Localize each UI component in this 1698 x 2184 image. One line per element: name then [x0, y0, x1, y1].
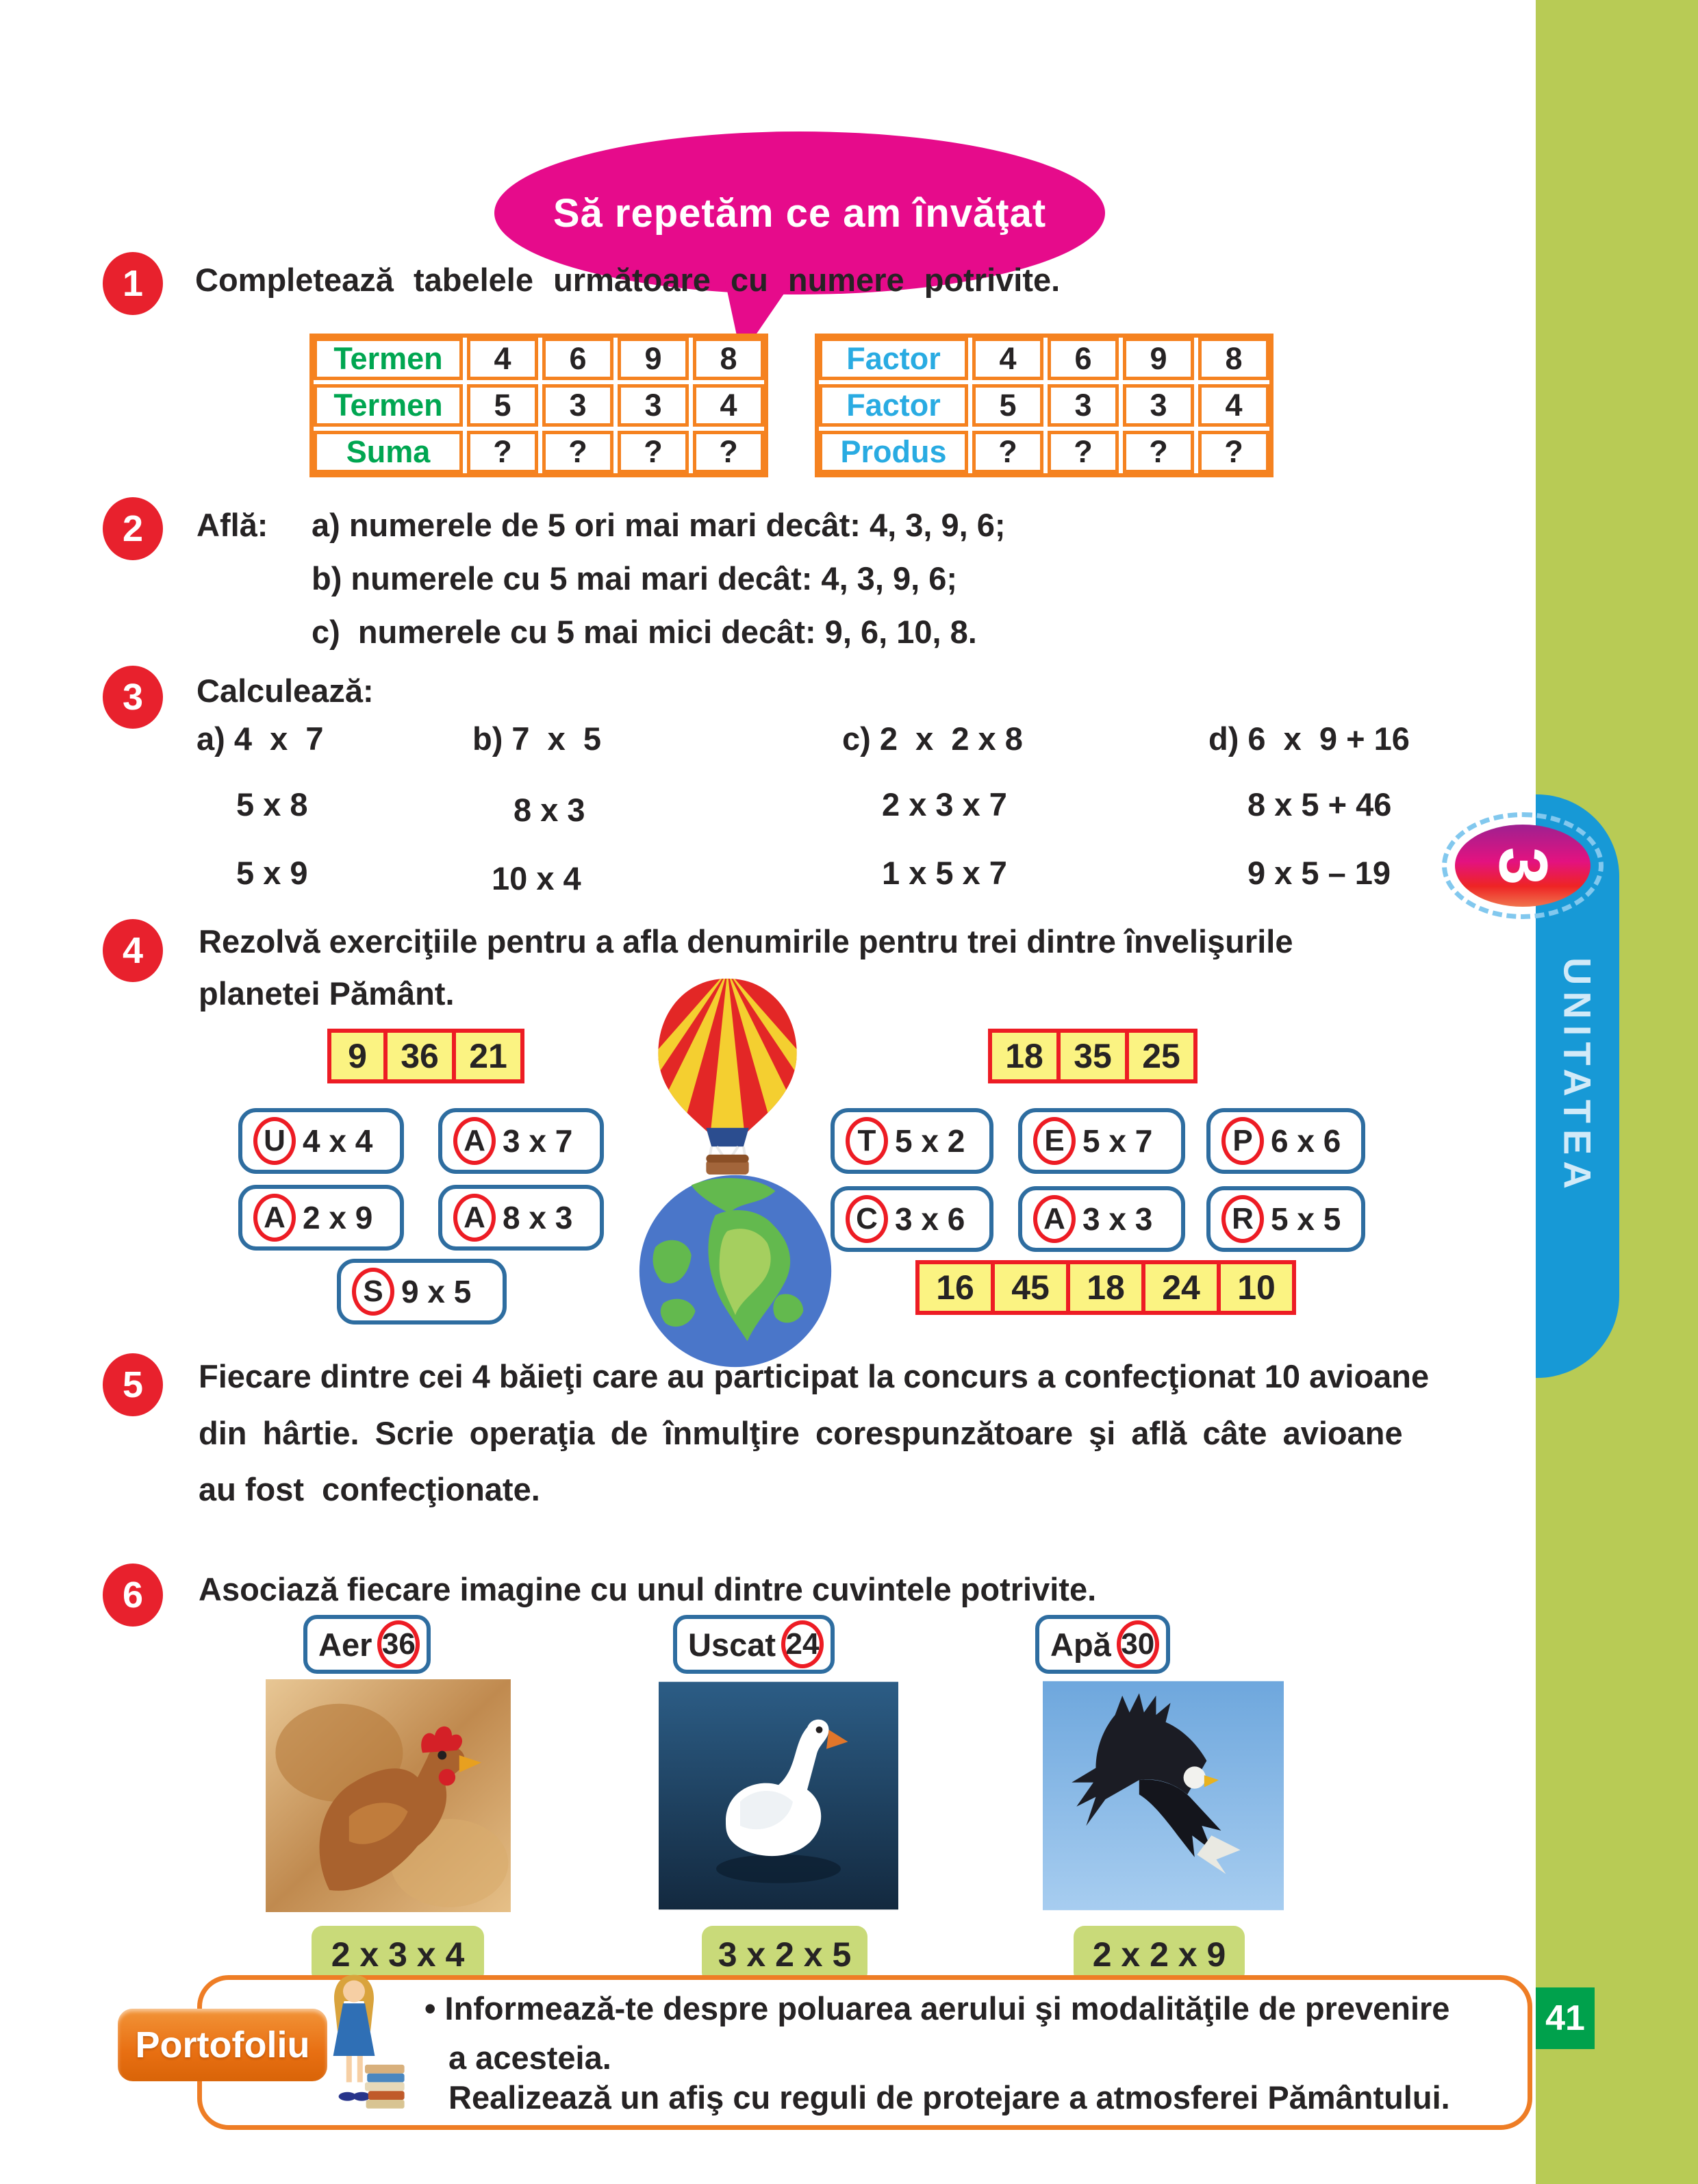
exercise-4-badge: 4 — [103, 919, 163, 982]
exercise-3-item: 10 x 4 — [492, 860, 581, 896]
letter-card — [238, 1185, 404, 1251]
answer-cell: 36 — [383, 1029, 456, 1083]
unit-tab-label: UNITATEA — [1556, 957, 1599, 1195]
letter-circle: U — [253, 1117, 296, 1165]
exercise-2-badge: 2 — [103, 497, 163, 560]
word-box-uscat — [673, 1615, 835, 1674]
letter-circle: T — [846, 1117, 888, 1165]
exercise-6-badge: 6 — [103, 1564, 163, 1627]
earth-globe-image — [635, 1171, 835, 1371]
card-expression: 8 x 3 — [503, 1200, 573, 1235]
sum-table-cell: 4 — [693, 384, 764, 427]
letter-card — [238, 1108, 404, 1174]
exercise-3-item: 5 x 8 — [236, 786, 308, 823]
product-table-answer-cell: ? — [972, 431, 1043, 473]
answer-cell: 9 — [327, 1029, 388, 1083]
exercise-6-text: Asociază fiecare imagine cu unul dintre cuvintele potrivite. — [199, 1571, 1097, 1607]
title-banner-text: Să repetăm ce am învăţat — [553, 190, 1047, 236]
sum-table-cell: 6 — [542, 338, 613, 380]
answer-cell: 16 — [915, 1260, 995, 1315]
exercise-5-line3: au fost confecţionate. — [199, 1471, 540, 1507]
unit-number-badge — [1442, 812, 1604, 919]
card-expression: 3 x 7 — [503, 1123, 573, 1159]
letter-card — [337, 1259, 507, 1325]
product-table — [815, 334, 1274, 477]
exercise-2-item-a: a) numerele de 5 ori mai mari decât: 4, 3, 9, 6; — [312, 507, 1006, 543]
exercise-3-item: 2 x 3 x 7 — [882, 786, 1007, 823]
answer-strip-bottom — [915, 1260, 1296, 1315]
product-table-row2-label: Factor — [819, 384, 968, 427]
exercise-3-item: 5 x 9 — [236, 855, 308, 891]
product-table-cell: 8 — [1198, 338, 1269, 380]
exercise-3-item: 8 x 3 — [514, 792, 585, 828]
letter-circle: A — [253, 1194, 296, 1242]
exercise-5-line1: Fiecare dintre cei 4 băieţi care au participat la concurs a confecţionat 10 avioane — [199, 1358, 1430, 1394]
letter-circle: E — [1033, 1117, 1076, 1165]
sum-table-row1-label: Termen — [314, 338, 463, 380]
product-table-answer-cell: ? — [1048, 431, 1119, 473]
card-expression: 5 x 5 — [1271, 1201, 1341, 1237]
portfolio-tab — [118, 2009, 327, 2081]
exercise-3-item: c) 2 x 2 x 8 — [842, 720, 1023, 757]
word-label: Apă — [1050, 1626, 1111, 1663]
letter-circle: A — [453, 1194, 496, 1242]
hot-air-balloon-image — [647, 976, 808, 1176]
letter-circle: S — [352, 1268, 394, 1316]
letter-circle: C — [846, 1195, 888, 1243]
product-table-cell: 6 — [1048, 338, 1119, 380]
word-label: Aer — [318, 1626, 372, 1663]
product-table-cell: 4 — [1198, 384, 1269, 427]
card-expression: 6 x 6 — [1271, 1123, 1341, 1159]
sum-table-cell: 8 — [693, 338, 764, 380]
letter-card — [1018, 1186, 1185, 1252]
word-box-apa — [1035, 1615, 1170, 1674]
sum-table-cell: 3 — [618, 384, 689, 427]
product-table-cell: 5 — [972, 384, 1043, 427]
exercise-4-text-line2: planetei Pământ. — [199, 975, 455, 1012]
exercise-1-text: Completează tabelele următoare cu numere potrivite. — [195, 262, 1061, 298]
letter-card — [438, 1108, 604, 1174]
card-expression: 3 x 6 — [895, 1201, 965, 1237]
swan-photo — [659, 1679, 898, 1912]
sum-table-answer-cell: ? — [618, 431, 689, 473]
answer-cell: 45 — [991, 1260, 1070, 1315]
sum-table — [309, 334, 768, 477]
sum-table-row2-label: Termen — [314, 384, 463, 427]
product-table-row1-label: Factor — [819, 338, 968, 380]
word-number-circle: 24 — [781, 1620, 824, 1668]
eagle-photo — [1043, 1679, 1284, 1912]
exercise-3-badge: 3 — [103, 666, 163, 729]
expression-label: 3 x 2 x 5 — [702, 1926, 867, 1983]
word-box-aer — [303, 1615, 431, 1674]
exercise-5-line2: din hârtie. Scrie operaţia de înmulţire corespunzătoare şi află câte avioane — [199, 1415, 1403, 1451]
letter-card — [1018, 1108, 1185, 1174]
answer-cell: 35 — [1056, 1029, 1129, 1083]
card-expression: 4 x 4 — [303, 1123, 373, 1159]
letter-circle: A — [453, 1117, 496, 1165]
exercise-3-item: 9 x 5 – 19 — [1247, 855, 1391, 891]
product-table-row3-label: Produs — [819, 431, 968, 473]
letter-card — [831, 1186, 993, 1252]
student-girl-illustration — [299, 1967, 409, 2123]
sum-table-row3-label: Suma — [314, 431, 463, 473]
letter-circle: A — [1033, 1195, 1076, 1243]
word-label: Uscat — [688, 1626, 776, 1663]
sum-table-cell: 9 — [618, 338, 689, 380]
letter-card — [1206, 1108, 1365, 1174]
exercise-1-badge: 1 — [103, 252, 163, 315]
unit-number: 3 — [1484, 846, 1562, 885]
sum-table-answer-cell: ? — [693, 431, 764, 473]
product-table-answer-cell: ? — [1123, 431, 1194, 473]
card-expression: 5 x 7 — [1082, 1123, 1153, 1159]
card-expression: 2 x 9 — [303, 1200, 373, 1235]
exercise-3-item: 1 x 5 x 7 — [882, 855, 1007, 891]
expression-label: 2 x 2 x 9 — [1074, 1926, 1245, 1983]
answer-cell: 21 — [452, 1029, 524, 1083]
card-expression: 3 x 3 — [1082, 1201, 1153, 1237]
exercise-2-label: Află: — [197, 507, 268, 543]
answer-cell: 18 — [1066, 1260, 1145, 1315]
portfolio-line2: a acesteia. — [448, 2039, 611, 2076]
sum-table-cell: 4 — [467, 338, 538, 380]
page-number: 41 — [1536, 1987, 1595, 2049]
exercise-2-item-c: c) numerele cu 5 mai mici decât: 9, 6, 10, 8. — [312, 614, 977, 650]
sum-table-cell: 3 — [542, 384, 613, 427]
exercise-3-label: Calculează: — [197, 673, 374, 709]
answer-strip-left — [327, 1029, 524, 1083]
answer-cell: 18 — [988, 1029, 1061, 1083]
exercise-4-text-line1: Rezolvă exerciţiile pentru a afla denumirile pentru trei dintre învelişurile — [199, 923, 1293, 959]
letter-card — [831, 1108, 993, 1174]
answer-cell: 24 — [1141, 1260, 1221, 1315]
answer-cell: 10 — [1217, 1260, 1296, 1315]
product-table-answer-cell: ? — [1198, 431, 1269, 473]
exercise-3-item: a) 4 x 7 — [197, 720, 324, 757]
product-table-cell: 3 — [1048, 384, 1119, 427]
answer-cell: 25 — [1125, 1029, 1198, 1083]
unit-number-ellipse — [1455, 825, 1591, 907]
answer-strip-right — [988, 1029, 1198, 1083]
expression-label: 2 x 3 x 4 — [312, 1926, 484, 1983]
hen-photo — [266, 1679, 511, 1912]
letter-card — [1206, 1186, 1365, 1252]
card-expression: 9 x 5 — [401, 1274, 472, 1309]
product-table-cell: 4 — [972, 338, 1043, 380]
portfolio-tab-label: Portofoliu — [135, 2024, 310, 2066]
sum-table-answer-cell: ? — [542, 431, 613, 473]
letter-card — [438, 1185, 604, 1251]
portfolio-line1: • Informează-te despre poluarea aerului şi modalităţile de prevenire — [424, 1990, 1450, 2026]
word-number-circle: 30 — [1117, 1620, 1159, 1668]
portfolio-line3: Realizează un afiş cu reguli de protejare a atmosferei Pământului. — [448, 2079, 1450, 2116]
word-number-circle: 36 — [377, 1620, 420, 1668]
letter-circle: R — [1221, 1195, 1264, 1243]
sum-table-answer-cell: ? — [467, 431, 538, 473]
product-table-cell: 3 — [1123, 384, 1194, 427]
letter-circle: P — [1221, 1117, 1264, 1165]
exercise-3-item: d) 6 x 9 + 16 — [1208, 720, 1410, 757]
sum-table-cell: 5 — [467, 384, 538, 427]
exercise-3-item: 8 x 5 + 46 — [1247, 786, 1392, 823]
exercise-2-item-b: b) numerele cu 5 mai mari decât: 4, 3, 9, 6; — [312, 560, 957, 597]
product-table-cell: 9 — [1123, 338, 1194, 380]
exercise-5-badge: 5 — [103, 1353, 163, 1416]
exercise-3-item: b) 7 x 5 — [472, 720, 602, 757]
card-expression: 5 x 2 — [895, 1123, 965, 1159]
